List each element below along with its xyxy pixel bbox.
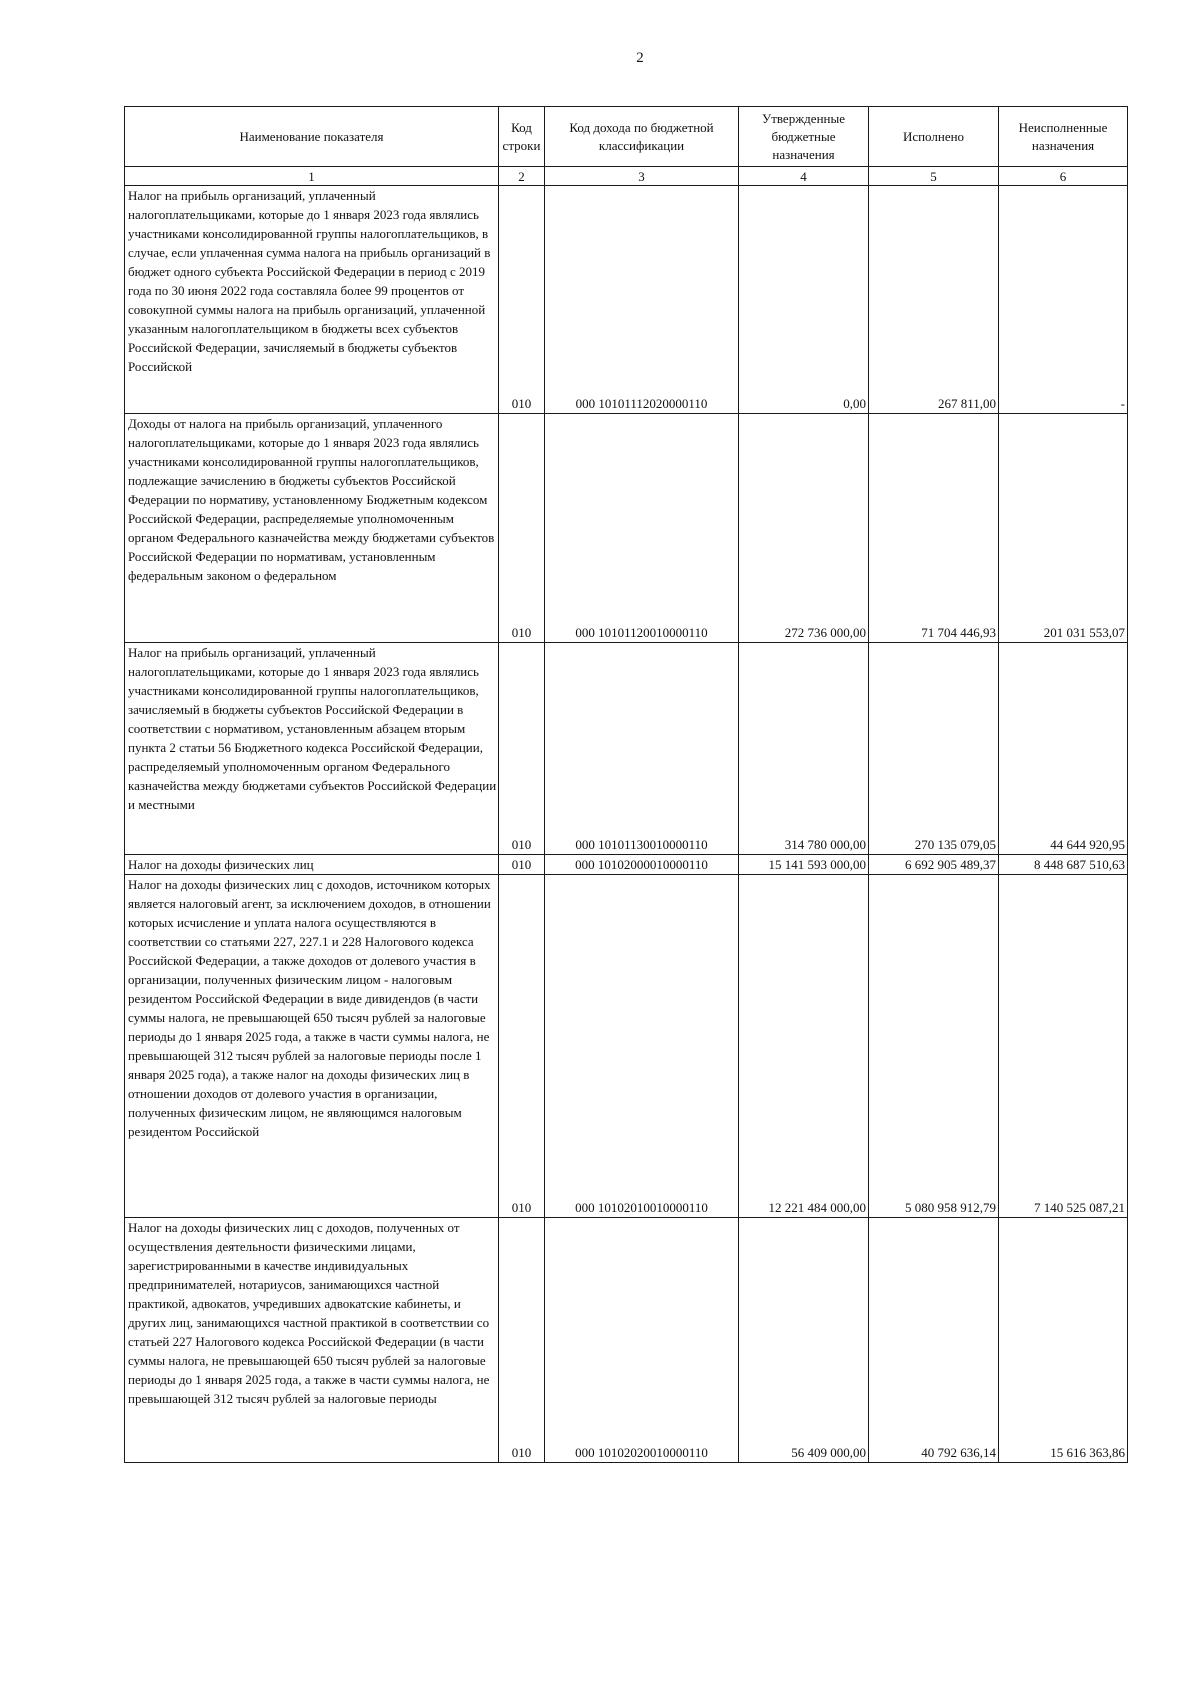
row-approved: 15 141 593 000,00 — [739, 855, 869, 875]
row-code: 010 — [499, 875, 545, 1218]
row-unexecuted: - — [999, 186, 1128, 414]
row-name: Налог на прибыль организаций, уплаченный налогоплательщиками, которые до 1 января 2023 года являлись участниками консолидированной группы налогоплательщиков, зачисляемый в бюджеты субъектов Российской Федерации в соответствии с нормативом, установленным абзацем вторым пункта 2 статьи 56 Бюджетного кодекса Российской Федерации, распределяемый уполномоченным органом Федерального казначейства между бюджетами субъектов Российской Федерации и местными — [125, 643, 499, 855]
header-unexecuted: Неисполненные назначения — [999, 107, 1128, 167]
page-number: 2 — [636, 50, 644, 66]
row-unexecuted: 8 448 687 510,63 — [999, 855, 1128, 875]
column-number-row — [125, 167, 1128, 186]
table-row — [125, 414, 1128, 643]
column-number: 3 — [545, 167, 739, 186]
row-code: 010 — [499, 643, 545, 855]
table-row — [125, 1218, 1128, 1463]
row-executed: 270 135 079,05 — [869, 643, 999, 855]
row-executed: 71 704 446,93 — [869, 414, 999, 643]
row-unexecuted: 7 140 525 087,21 — [999, 875, 1128, 1218]
row-executed: 40 792 636,14 — [869, 1218, 999, 1463]
column-number: 2 — [499, 167, 545, 186]
row-approved: 12 221 484 000,00 — [739, 875, 869, 1218]
row-executed: 267 811,00 — [869, 186, 999, 414]
row-kbk: 000 10101120010000110 — [545, 414, 739, 643]
row-unexecuted: 15 616 363,86 — [999, 1218, 1128, 1463]
row-code: 010 — [499, 1218, 545, 1463]
table-row — [125, 643, 1128, 855]
row-kbk: 000 10102020010000110 — [545, 1218, 739, 1463]
row-unexecuted: 44 644 920,95 — [999, 643, 1128, 855]
row-kbk: 000 10101112020000110 — [545, 186, 739, 414]
row-approved: 314 780 000,00 — [739, 643, 869, 855]
row-unexecuted: 201 031 553,07 — [999, 414, 1128, 643]
row-approved: 56 409 000,00 — [739, 1218, 869, 1463]
row-code: 010 — [499, 414, 545, 643]
column-number: 1 — [125, 167, 499, 186]
row-name: Налог на доходы физических лиц — [125, 855, 499, 875]
column-number: 4 — [739, 167, 869, 186]
row-kbk: 000 10102010010000110 — [545, 875, 739, 1218]
row-code: 010 — [499, 855, 545, 875]
column-number: 6 — [999, 167, 1128, 186]
header-kbk: Код дохода по бюджетной классификации — [545, 107, 739, 167]
row-name: Налог на доходы физических лиц с доходов, источником которых является налоговый агент, за исключением доходов, в отношении которых исчисление и уплата налога осуществляются в соответствии со статьями 227, 227.1 и 228 Налогового кодекса Российской Федерации, а также доходов от долевого участия в организации, полученных физическим лицом - налоговым резидентом Российской Федерации в виде дивидендов (в части суммы налога, не превышающей 650 тысяч рублей за налоговые периоды до 1 января 2025 года, а также в части суммы налога, не превышающей 312 тысяч рублей за налоговые периоды после 1 января 2025 года), а также налог на доходы физических лиц в отношении доходов от долевого участия в организации, полученных физическим лицом, не являющимся налоговым резидентом Российской — [125, 875, 499, 1218]
row-code: 010 — [499, 186, 545, 414]
row-name: Налог на прибыль организаций, уплаченный налогоплательщиками, которые до 1 января 2023 года являлись участниками консолидированной группы налогоплательщиков, в случае, если уплаченная сумма налога на прибыль организаций в бюджет одного субъекта Российской Федерации в период с 2019 года по 30 июня 2022 года составляла более 99 процентов от совокупной суммы налога на прибыль организаций, уплаченной указанным налогоплательщиком в бюджеты всех субъектов Российской Федерации, зачисляемый в бюджеты субъектов Российской — [125, 186, 499, 414]
row-approved: 0,00 — [739, 186, 869, 414]
header-executed: Исполнено — [869, 107, 999, 167]
header-code: Код строки — [499, 107, 545, 167]
row-approved: 272 736 000,00 — [739, 414, 869, 643]
row-name: Налог на доходы физических лиц с доходов, полученных от осуществления деятельности физическими лицами, зарегистрированными в качестве индивидуальных предпринимателей, нотариусов, занимающихся частной практикой, адвокатов, учредивших адвокатские кабинеты, и других лиц, занимающихся частной практикой в соответствии со статьей 227 Налогового кодекса Российской Федерации (в части суммы налога, не превышающей 650 тысяч рублей за налоговые периоды до 1 января 2025 года, а также в части суммы налога, не превышающей 312 тысяч рублей за налоговые периоды — [125, 1218, 499, 1463]
row-kbk: 000 10101130010000110 — [545, 643, 739, 855]
budget-execution-table — [124, 106, 1128, 1463]
table-row — [125, 855, 1128, 875]
header-approved: Утвержденные бюджетные назначения — [739, 107, 869, 167]
column-number: 5 — [869, 167, 999, 186]
table-row — [125, 186, 1128, 414]
table-header — [125, 107, 1128, 186]
row-kbk: 000 10102000010000110 — [545, 855, 739, 875]
row-executed: 6 692 905 489,37 — [869, 855, 999, 875]
header-name: Наименование показателя — [125, 107, 499, 167]
row-executed: 5 080 958 912,79 — [869, 875, 999, 1218]
table-row — [125, 875, 1128, 1218]
row-name: Доходы от налога на прибыль организаций, уплаченного налогоплательщиками, которые до 1 января 2023 года являлись участниками консолидированной группы налогоплательщиков, подлежащие зачислению в бюджеты субъектов Российской Федерации по нормативу, установленному Бюджетным кодексом Российской Федерации, распределяемые уполномоченным органом Федерального казначейства между бюджетами субъектов Российской Федерации по нормативам, установленным федеральным законом о федеральном — [125, 414, 499, 643]
